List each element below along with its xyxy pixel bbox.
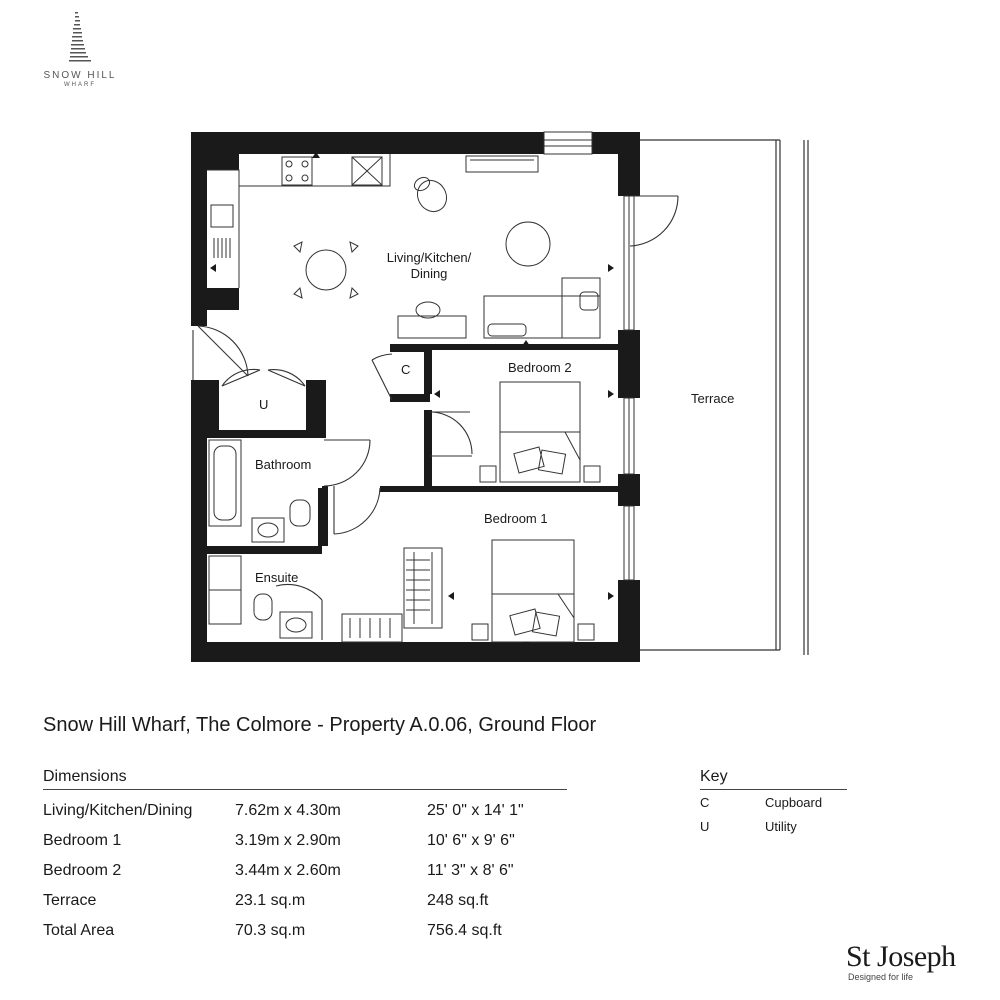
st-joseph-logo — [846, 942, 956, 982]
imperial-size: 25' 0" x 14' 1" — [427, 802, 524, 819]
table-row — [43, 826, 567, 856]
room-label-living: Living/Kitchen/ Dining — [386, 250, 472, 281]
imperial-size: 756.4 sq.ft — [427, 922, 502, 939]
dimensions-section — [43, 768, 567, 946]
room-name: Living/Kitchen/Dining — [43, 802, 193, 819]
imperial-size: 11' 3" x 8' 6" — [427, 862, 514, 879]
table-row — [43, 856, 567, 886]
room-label-terrace: Terrace — [691, 391, 735, 406]
key-label: Utility — [765, 818, 797, 834]
key-code: U — [700, 818, 710, 834]
room-label-cupboard: C — [401, 362, 411, 377]
room-label-utility: U — [259, 397, 269, 412]
developer-tagline: Designed for life — [848, 972, 914, 982]
key-code: C — [700, 794, 710, 810]
table-row — [43, 796, 567, 826]
bedroom1-furniture — [342, 540, 594, 642]
imperial-size: 248 sq.ft — [427, 892, 489, 909]
bedroom2-furniture — [480, 382, 600, 482]
room-label-bathroom: Bathroom — [255, 457, 312, 472]
brand-name: SNOW HILL — [43, 70, 117, 81]
kitchen-units — [207, 154, 538, 288]
key-heading: Key — [700, 768, 847, 790]
table-row — [43, 916, 567, 946]
room-label-ensuite: Ensuite — [255, 570, 299, 585]
key-item — [700, 790, 847, 814]
metric-size: 3.44m x 2.60m — [235, 862, 341, 879]
table-row — [43, 886, 567, 916]
developer-name: St Joseph — [846, 940, 956, 973]
room-name: Bedroom 1 — [43, 832, 122, 849]
key-label: Cupboard — [765, 794, 823, 810]
key-section — [700, 768, 847, 838]
room-label-bedroom1: Bedroom 1 — [484, 511, 548, 526]
brand-sub: WHARF — [64, 82, 96, 88]
dimensions-table — [43, 796, 567, 946]
key-item — [700, 814, 847, 838]
metric-size: 23.1 sq.m — [235, 892, 306, 909]
room-name: Terrace — [43, 892, 97, 909]
room-label-bedroom2: Bedroom 2 — [508, 360, 572, 375]
metric-size: 70.3 sq.m — [235, 922, 306, 939]
imperial-size: 10' 6" x 9' 6" — [427, 832, 515, 849]
dimensions-heading: Dimensions — [43, 768, 567, 790]
metric-size: 7.62m x 4.30m — [235, 802, 341, 819]
room-name: Total Area — [43, 922, 115, 939]
metric-size: 3.19m x 2.90m — [235, 832, 341, 849]
room-name: Bedroom 2 — [43, 862, 122, 879]
page-title: Snow Hill Wharf, The Colmore - Property A.0.06, Ground Floor — [43, 714, 597, 736]
